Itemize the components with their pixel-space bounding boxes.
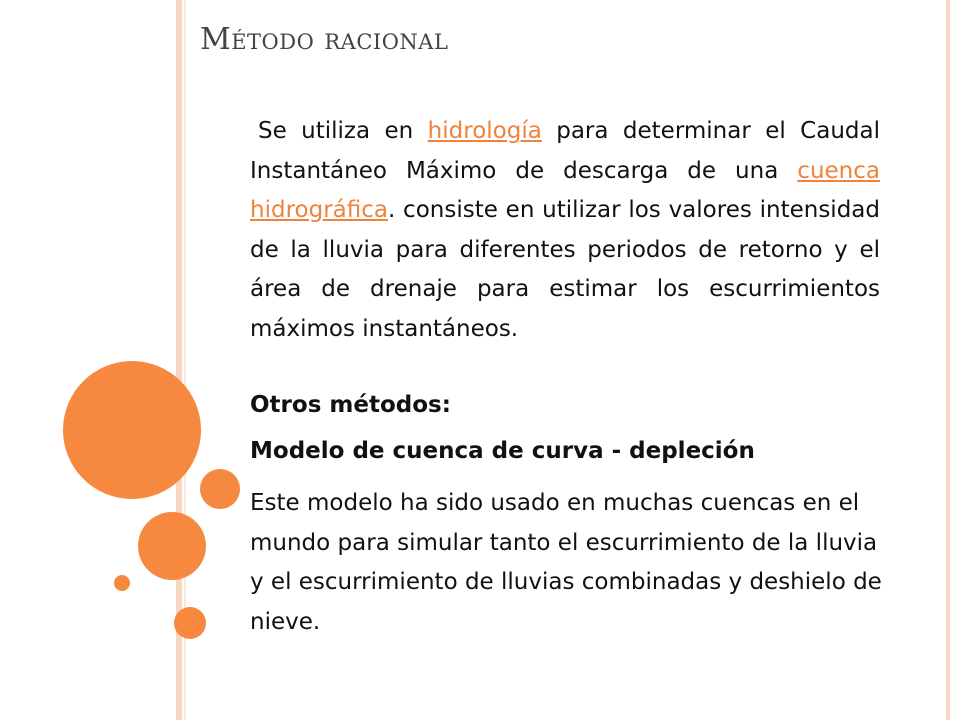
right-decorative-bar xyxy=(946,0,950,720)
heading-other-methods: Otros métodos: xyxy=(250,392,451,418)
link-hidrologia[interactable]: hidrología xyxy=(427,118,542,144)
paragraph-text-1: Se utiliza en xyxy=(258,118,428,144)
decorative-circle-tiny xyxy=(114,575,130,591)
intro-paragraph xyxy=(250,112,880,349)
decorative-circle-small xyxy=(200,469,240,509)
paragraph-text-2: para determinar el Caudal Instantáneo Máximo de descarga de una xyxy=(250,118,880,184)
decorative-circle-small-bottom xyxy=(174,607,206,639)
link-cuenca-hidrografica[interactable]: cuenca hidrográfica xyxy=(250,157,880,223)
decorative-circle-medium xyxy=(138,512,206,580)
slide-title: Método racional xyxy=(200,22,449,57)
model-description: Este modelo ha sido usado en muchas cuencas en el mundo para simular tanto el escurrimiento de la lluvia y el escurrimiento de lluvias combinadas y deshielo de nieve. xyxy=(250,490,882,635)
decorative-circle-large xyxy=(63,361,201,499)
paragraph-text-3: . consiste en utilizar los valores intensidad de la lluvia para diferentes periodos de retorno y el área de drenaje para estimar los escurrimientos máximos instantáneos. xyxy=(250,197,880,342)
heading-model: Modelo de cuenca de curva - depleción xyxy=(250,438,755,464)
